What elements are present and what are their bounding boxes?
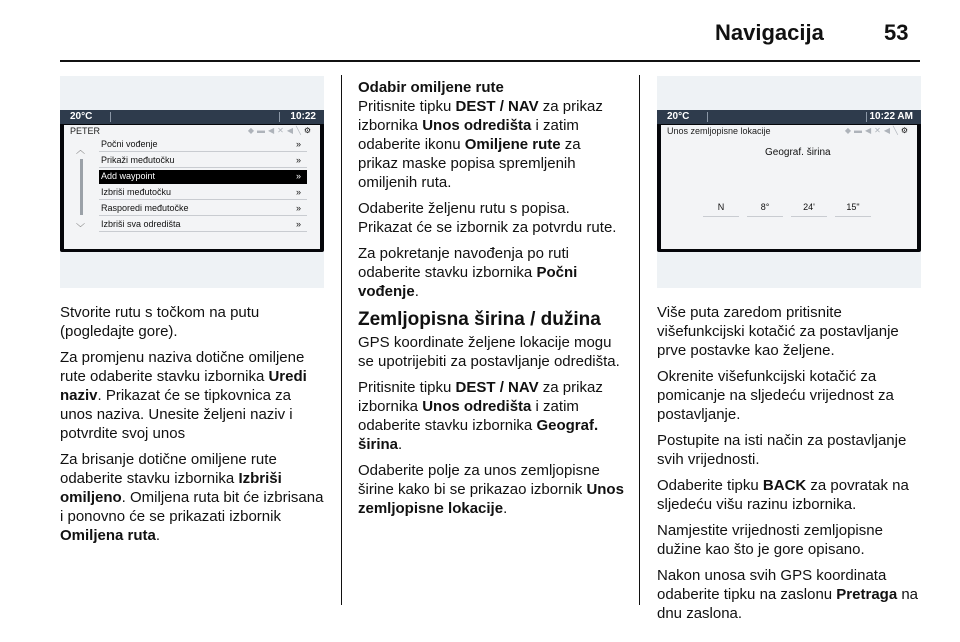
menu-item-label: Izbriši međutočku: [101, 187, 172, 197]
mute-icon: ◀: [864, 126, 875, 135]
text: Odaberite tipku: [657, 477, 763, 494]
menu-item-label: Prikaži međutočku: [101, 155, 175, 165]
status-separator: [110, 112, 111, 122]
panel-title: Unos zemljopisne lokacije: [667, 126, 771, 136]
paragraph: [657, 431, 923, 469]
chevron-right-icon: »: [295, 171, 301, 181]
text: GPS koordinate željene lokacije mogu se upotrijebiti za postavljanje odredišta.: [358, 334, 620, 370]
text: .: [155, 527, 161, 544]
latitude-direction-field[interactable]: N: [703, 202, 739, 217]
chevron-right-icon: »: [295, 139, 301, 149]
signal-icon: ◆: [844, 126, 854, 135]
column-divider-1: [341, 75, 342, 605]
column-3: [657, 303, 923, 630]
text: za prikaz maske popisa spremljenih omiljenih ruta.: [358, 136, 581, 191]
subheading: Odabir omiljene rute: [358, 79, 504, 96]
volume-icon: ◀: [286, 126, 296, 135]
button-ref: Pretraga: [836, 586, 898, 603]
menu-item-prikazi-medutocku[interactable]: [99, 154, 307, 168]
text: Za promjenu naziva dotične omiljene rute odaberite stavku izbornika: [60, 349, 305, 385]
paragraph: [657, 367, 923, 424]
chevron-right-icon: »: [295, 203, 301, 213]
latitude-label: Geograf. širina: [765, 147, 831, 158]
latitude-degrees-field[interactable]: 8°: [747, 202, 783, 217]
menu-item-pocni-vodenje[interactable]: [99, 138, 307, 152]
menu-ref: Geograf. širina: [358, 417, 599, 453]
text: . Omiljena ruta bit će izbrisana i ponovno će se prikazati izbornik: [60, 489, 324, 525]
text: .: [414, 283, 419, 300]
text: i zatim odaberite ikonu: [358, 117, 579, 153]
status-bar: [657, 110, 921, 124]
menu-ref: Omiljena ruta: [60, 527, 156, 544]
menu-ref: Unos odredišta: [422, 398, 532, 415]
text: .: [398, 436, 403, 453]
text: Pritisnite tipku: [358, 98, 456, 115]
menu-item-label: Add waypoint: [101, 171, 156, 181]
paragraph: [657, 303, 923, 360]
paragraph: [358, 199, 624, 237]
menu-ref: Unos odredišta: [422, 117, 532, 134]
chevron-right-icon: »: [295, 187, 301, 197]
column-2: [358, 78, 624, 525]
status-icons: [248, 126, 314, 135]
button-ref: DEST / NAV: [455, 98, 539, 115]
column-1: [60, 303, 326, 552]
page-number: 53: [884, 20, 909, 45]
status-separator: [707, 112, 708, 122]
signal-icon: ◆: [247, 126, 257, 135]
text: Više puta zaredom pritisnite višefunkcijski kotačić za postavljanje prve postavke kao željene.: [657, 304, 899, 359]
clock-readout: 10:22 AM: [869, 111, 913, 122]
scroll-down-icon[interactable]: ﹀: [76, 223, 86, 233]
no-signal-icon: ✕: [277, 126, 287, 135]
section-heading: Zemljopisna širina / dužina: [358, 309, 601, 330]
menu-item-add-waypoint[interactable]: [99, 170, 307, 184]
temperature-readout: 20°C: [667, 111, 690, 122]
text: za povratak na sljedeću višu razinu izbornika.: [657, 477, 909, 513]
text: Okrenite višefunkcijski kotačić za pomicanje na sljedeću vrijednost za postavljanje.: [657, 368, 894, 423]
phone-icon: ▬: [256, 126, 268, 135]
text: Za pokretanje navođenja po ruti odaberite stavku izbornika: [358, 245, 569, 281]
chevron-right-icon: »: [295, 219, 301, 229]
paragraph: [60, 450, 326, 545]
menu-item-label: Rasporedi međutočke: [101, 203, 189, 213]
settings-icon: ⚙: [900, 126, 911, 135]
temperature-readout: 20°C: [70, 111, 93, 122]
header-divider: [60, 60, 920, 62]
text: Stvorite rutu s točkom na putu (pogledajte gore).: [60, 304, 260, 340]
paragraph: [60, 348, 326, 443]
paragraph: [358, 461, 624, 518]
text: i zatim odaberite stavku izbornika: [358, 398, 579, 434]
status-icons: [845, 126, 911, 135]
menu-item-label: Izbriši sva odredišta: [101, 219, 181, 229]
text: za prikaz izbornika: [358, 379, 603, 415]
figure-route-menu: [60, 76, 324, 288]
paragraph: [358, 97, 624, 192]
paragraph: [657, 566, 923, 623]
settings-icon: ⚙: [303, 126, 314, 135]
text: za prikaz izbornika: [358, 98, 603, 134]
paragraph: [358, 244, 624, 301]
no-signal-icon: ✕: [874, 126, 884, 135]
mute-icon: ◀: [267, 126, 278, 135]
text: Postupite na isti način za postavljanje svih vrijednosti.: [657, 432, 907, 468]
scroll-up-icon[interactable]: ︿: [76, 145, 86, 155]
text: Namjestite vrijednosti zemljopisne dužine kao što je gore opisano.: [657, 522, 883, 558]
menu-item-label: Počni vođenje: [101, 139, 158, 149]
text: .: [503, 500, 508, 517]
text: . Prikazat će se tipkovnica za unos naziva. Unesite željeni naziv i potvrdite svoj unos: [60, 387, 293, 442]
volume-icon: ◀: [883, 126, 893, 135]
menu-panel: [64, 125, 320, 249]
phone-off-icon: ╲: [296, 126, 304, 135]
status-separator: [279, 112, 280, 122]
page-title: Navigacija: [715, 20, 824, 45]
figure-geo-entry: [657, 76, 921, 288]
display-screen: [60, 110, 324, 252]
menu-ref: Uredi naziv: [60, 368, 307, 404]
display-screen: [657, 110, 921, 252]
phone-off-icon: ╲: [893, 126, 901, 135]
menu-ref: Počni vođenje: [358, 264, 578, 300]
column-divider-2: [639, 75, 640, 605]
paragraph: [657, 476, 923, 514]
latitude-minutes-field[interactable]: 24': [791, 202, 827, 217]
button-ref: DEST / NAV: [455, 379, 539, 396]
geo-panel: [661, 125, 917, 249]
text: Nakon unosa svih GPS koordinata odaberite tipku na zaslonu: [657, 567, 887, 603]
paragraph: [60, 303, 326, 341]
text: Za brisanje dotične omiljene rute odaberite stavku izbornika: [60, 451, 277, 487]
panel-title: PETER: [70, 126, 101, 136]
paragraph: [358, 378, 624, 454]
clock-readout: 10:22: [290, 111, 316, 122]
text: Odaberite polje za unos zemljopisne širine kako bi se prikazao izbornik: [358, 462, 600, 498]
button-ref: BACK: [762, 477, 807, 494]
paragraph: [358, 333, 624, 371]
paragraph: [657, 521, 923, 559]
latitude-seconds-field[interactable]: 15": [835, 202, 871, 217]
menu-item-rasporedi-medutocke[interactable]: [99, 202, 307, 216]
status-bar: [60, 110, 324, 124]
menu-ref: Izbriši omiljeno: [60, 470, 282, 506]
menu-ref: Omiljene rute: [464, 136, 561, 153]
chevron-right-icon: »: [295, 155, 301, 165]
text: Odaberite željenu rutu s popisa. Prikazat će se izbornik za potvrdu rute.: [358, 200, 617, 236]
status-separator: [866, 112, 867, 122]
text: Pritisnite tipku: [358, 379, 456, 396]
menu-item-izbrisi-medutocku[interactable]: [99, 186, 307, 200]
phone-icon: ▬: [853, 126, 865, 135]
text: na dnu zaslona.: [657, 586, 919, 622]
menu-item-izbrisi-sva-odredista[interactable]: [99, 218, 307, 232]
scrollbar[interactable]: [80, 159, 83, 215]
menu-ref: Unos zemljopisne lokacije: [358, 481, 624, 517]
